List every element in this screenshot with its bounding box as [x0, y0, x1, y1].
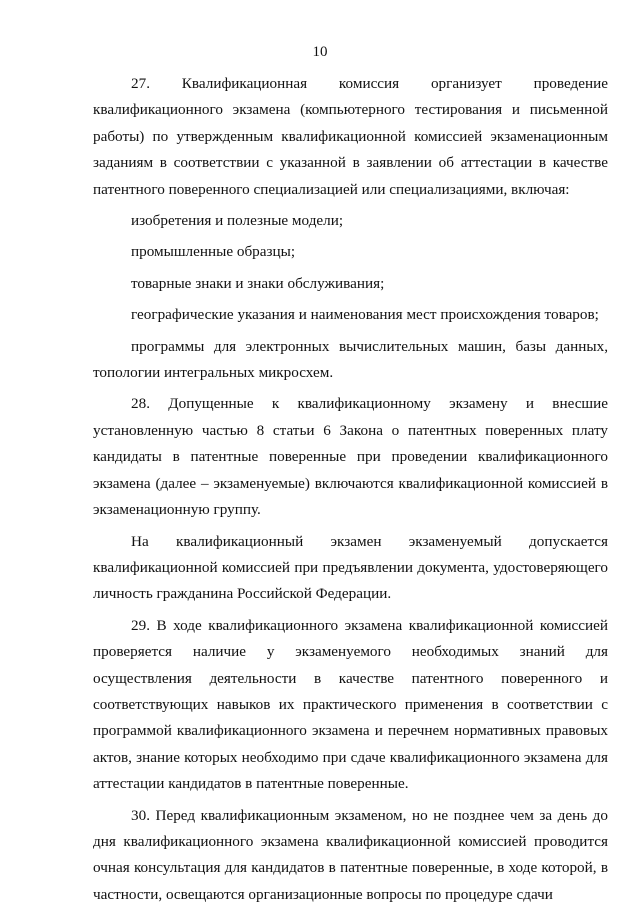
list-item-trademarks: товарные знаки и знаки обслуживания;	[131, 274, 385, 292]
paragraph-28-admission: На квалификационный экзамен экзаменуемый допускается квалификационной комиссией при предъявлении документа, удостоверяющего личность гражданина Российской Федерации.	[93, 532, 608, 603]
paragraph-28: 28. Допущенные к квалификационному экзамену и внесшие установленную частью 8 статьи 6 Закона о патентных поверенных плату кандидаты в патентные поверенные при проведении квалификационного экзамена (далее – экзаменуемые) включаются квалификационной комиссией в экзаменационную группу.	[93, 395, 608, 519]
paragraph-30: 30. Перед квалификационным экзаменом, но не позднее чем за день до дня квалификационного экзамена квалификационной комиссией проводится очная консультация для кандидатов в патентные поверенные, в ходе которой, в частности, освещаются организационные вопросы по процедуре сдачи	[93, 806, 608, 903]
list-item-software-databases: программы для электронных вычислительных машин, базы данных, топологии интегральных микросхем.	[93, 337, 608, 382]
paragraph-27: 27. Квалификационная комиссия организует проведение квалификационного экзамена (компьютерного тестирования и письменной работы) по утвержденным квалификационной комиссией экзаменационным заданиям в соответствии с указанной в заявлении об аттестации в качестве патентного поверенного специализацией или специализациями, включая:	[93, 75, 608, 198]
paragraph-29: 29. В ходе квалификационного экзамена квалификационной комиссией проверяется наличие у экзаменуемого необходимых знаний для осуществления деятельности в качестве патентного поверенного и соответствующих навыков их практического применения в соответствии с программой квалификационного экзамена и перечнем нормативных правовых актов, знание которых необходимо при сдаче квалификационного экзамена для аттестации кандидатов в патентные поверенные.	[93, 616, 608, 793]
list-item-geographical-indications: географические указания и наименования мест происхождения товаров;	[131, 306, 599, 324]
list-item-inventions: изобретения и полезные модели;	[131, 212, 344, 230]
page-number: 10	[312, 44, 328, 60]
document-body	[93, 71, 608, 908]
list-item-industrial-designs: промышленные образцы;	[131, 243, 296, 261]
